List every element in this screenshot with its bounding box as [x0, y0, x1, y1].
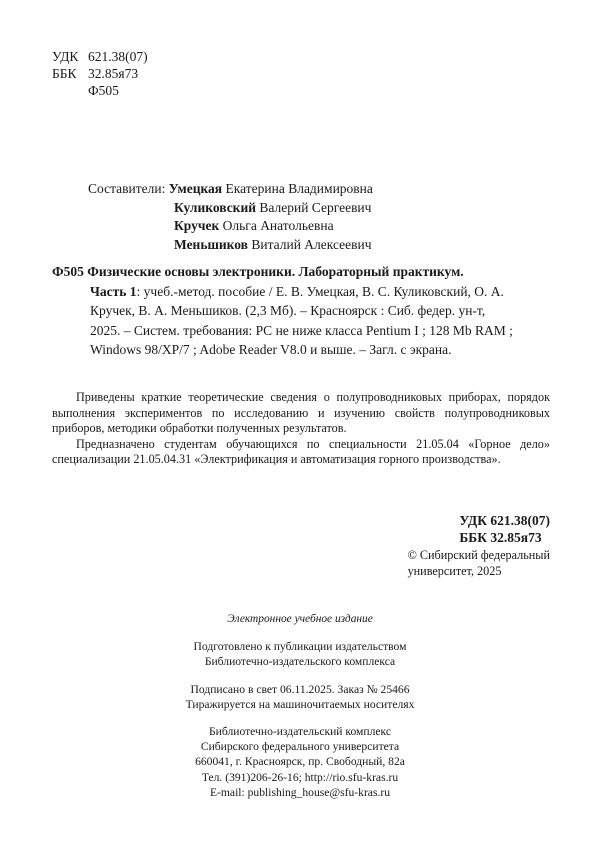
copyright-line: университет, 2025: [407, 563, 502, 578]
biblio-part: Часть 1: [90, 283, 137, 299]
compiler-surname: Умецкая: [168, 181, 223, 196]
prepared-line: Библиотечно-издательского комплекса: [204, 655, 396, 669]
index-value: Ф505: [88, 83, 119, 98]
edition-type: Электронное учебное издание: [227, 613, 373, 625]
compiler-surname: Меньшиков: [174, 236, 248, 252]
repeated-udk: УДК 621.38(07): [459, 513, 550, 528]
copyright-notice: [408, 548, 550, 579]
classification-codes: [52, 48, 148, 99]
biblio-line-2: [90, 282, 550, 302]
repeated-bbk: ББК 32.85я73: [459, 530, 542, 545]
udk-label: УДК: [52, 49, 79, 64]
annotation-block: [52, 390, 550, 468]
compilers-row-3: [88, 236, 373, 255]
compilers-row-2: [88, 217, 373, 236]
bibliographic-description: [52, 262, 550, 360]
publisher-phone-site: Тел. (391)206-26-16; http://rio.sfu-kras.ru: [201, 770, 399, 784]
signed-line: Тиражируется на машиночитаемых носителях: [185, 697, 415, 711]
annotation-paragraph: Приведены краткие теоретические сведения о полупроводниковых приборах, порядок выполнения экспериментов по исследованию и изучению свойств полупроводниковых приборов, методики обработки полученных результатов.: [52, 390, 550, 435]
compiler-name: Екатерина Владимировна: [225, 181, 373, 196]
publisher-email: E-mail: publishing_house@sfu-kras.ru: [209, 785, 391, 799]
compiler-surname: Кручек: [174, 218, 220, 233]
compiler-name: Ольга Анатольевна: [222, 218, 334, 233]
signed-line: Подписано в свет 06.11.2025. Заказ № 25466: [190, 682, 410, 696]
biblio-title: Физические основы электроники. Лабораторный практикум.: [87, 264, 464, 279]
biblio-line-5: Windows 98/XP/7 ; Adobe Reader V8.0 и выше. – Загл. с экрана.: [90, 342, 452, 357]
signed-info: [0, 682, 600, 712]
index-row: [52, 82, 148, 99]
prepared-line: Подготовлено к публикации издательством: [193, 640, 407, 654]
udk-row: [52, 48, 148, 65]
biblio-line-3: Кручек, В. А. Меньшиков. (2,3 Мб). – Красноярск : Сиб. федер. ун-т,: [90, 303, 486, 318]
repeated-classification-codes: [459, 512, 550, 546]
publisher-line: Библиотечно-издательский комплекс: [209, 725, 391, 739]
annotation-paragraph: Предназначено студентам обучающихся по специальности 21.05.04 «Горное дело» специализации 21.05.04.31 «Электрификация и автоматизация горного производства».: [52, 436, 550, 466]
bbk-label: ББК: [52, 66, 77, 81]
publisher-info: [0, 724, 600, 800]
compilers-row-0: [88, 180, 373, 199]
prepared-by: [0, 639, 600, 669]
udk-value: 621.38(07): [88, 49, 148, 64]
publisher-address: 660041, г. Красноярск, пр. Свободный, 82а: [195, 755, 405, 769]
compilers-row-1: [88, 199, 373, 218]
compilers-block: [88, 180, 373, 254]
publisher-line: Сибирского федерального университета: [200, 740, 400, 754]
compiler-name: Валерий Сергеевич: [259, 199, 372, 215]
bbk-value: 32.85я73: [88, 66, 139, 81]
compiler-name: Виталий Алексеевич: [251, 236, 372, 252]
compilers-label: Составители:: [88, 181, 166, 196]
copyright-line: © Сибирский федеральный: [407, 548, 550, 562]
biblio-statement: : учеб.-метод. пособие / Е. В. Умецкая, В. С. Куликовский, О. А.: [136, 283, 504, 299]
colophon-block: [0, 612, 600, 812]
biblio-index: Ф505: [52, 264, 84, 279]
biblio-line-1: [52, 262, 550, 282]
compiler-surname: Куликовский: [174, 199, 257, 215]
bbk-row: [52, 65, 148, 82]
biblio-line-4: 2025. – Систем. требования: PC не ниже класса Pentium I ; 128 Mb RAM ;: [90, 322, 513, 338]
